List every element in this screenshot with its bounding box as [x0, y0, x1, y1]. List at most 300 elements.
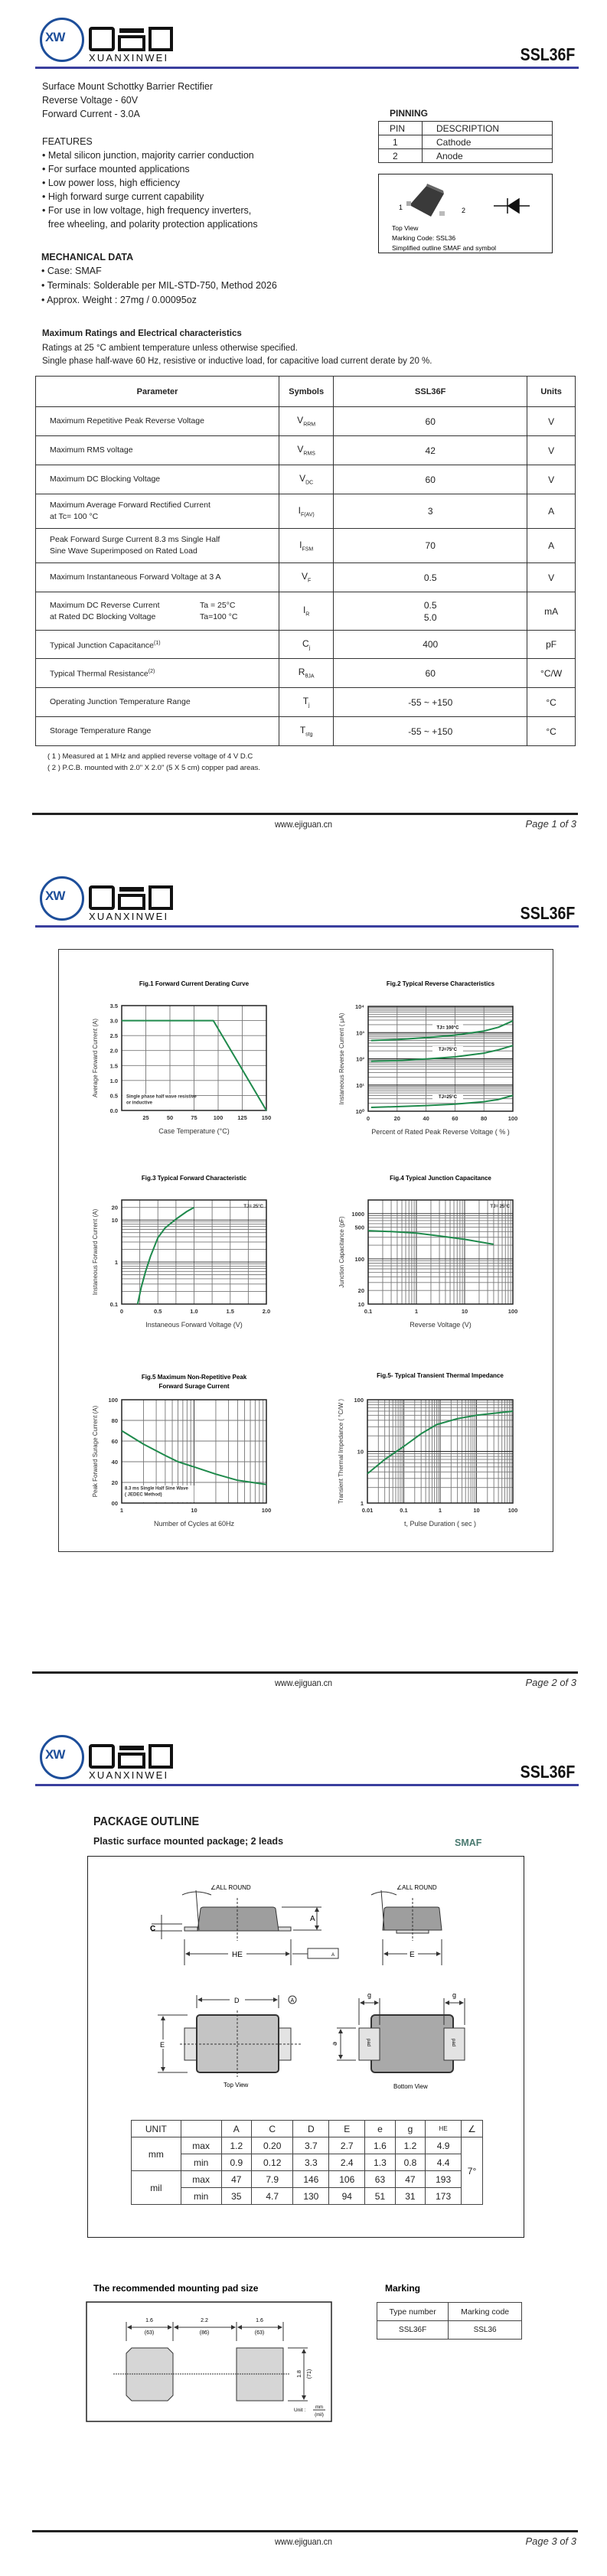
symbol: V	[302, 571, 308, 582]
dim-header-cell: HE	[426, 2121, 462, 2137]
symbol-cell	[279, 465, 334, 494]
footnote-ref: (1)	[154, 640, 161, 646]
dim-value: 1.3	[365, 2154, 395, 2171]
x-tick-label: 100	[213, 1114, 224, 1121]
y-tick-label: 10⁴	[354, 1003, 364, 1010]
parameter-text	[50, 637, 279, 652]
dim-value: 7.9	[252, 2171, 293, 2188]
x-axis-label: t, Pulse Duration ( sec )	[403, 1520, 477, 1528]
series-label: TJ=75°C	[438, 1048, 457, 1053]
ratings-title: Maximum Ratings and Electrical characteristics	[42, 329, 242, 338]
test-condition: Ta = 25°C	[200, 600, 236, 610]
bottom-view-drawing	[337, 1998, 465, 2072]
parameter-line: at Tc= 100 °C	[50, 512, 99, 521]
unit-cell: V	[527, 465, 576, 494]
symbol: R	[298, 667, 305, 678]
symbol-cell	[279, 563, 334, 592]
chart-6	[338, 1372, 517, 1528]
dim-value: 173	[426, 2188, 462, 2205]
x-axis-label: Number of Cycles at 60Hz	[153, 1520, 235, 1528]
footnote: ( 2 ) P.C.B. mounted with 2.0" X 2.0" (5 X 5 cm) copper pad areas.	[47, 764, 260, 772]
x-axis-label: Case Temperature (°C)	[158, 1127, 230, 1135]
x-tick-label: 100	[507, 1308, 518, 1315]
value-cell	[334, 494, 527, 529]
parameter-line: Sine Wave Superimposed on Rated Load	[50, 546, 197, 556]
y-tick-label: 10³	[356, 1029, 364, 1037]
ratings-header-cell: Units	[527, 377, 576, 407]
dim-value: 0.20	[252, 2137, 293, 2154]
label-C: C	[150, 1925, 156, 1933]
label-all-round: ∠ALL ROUND	[397, 1884, 437, 1891]
ratings-row	[36, 659, 576, 688]
chart-title: Fig.1 Forward Current Derating Curve	[139, 980, 250, 987]
x-tick-label: 60	[452, 1115, 459, 1122]
dim-row	[132, 2188, 483, 2205]
dim-value: 0.9	[221, 2154, 251, 2171]
x-tick-label: 2.0	[262, 1308, 271, 1315]
top-view-drawing	[158, 1995, 302, 2077]
package-and-diode-symbol	[379, 174, 552, 253]
y-axis-label: Peak Forward Surage Current (A)	[92, 1405, 99, 1498]
x-tick-label: 1.5	[226, 1308, 234, 1315]
unit-cell: V	[527, 563, 576, 592]
y-tick-label: 1.0	[109, 1077, 118, 1084]
parameter-text	[50, 511, 279, 523]
symbol-subscript: F(AV)	[300, 512, 315, 518]
value-cell	[334, 717, 527, 746]
dim-value: 63	[365, 2171, 395, 2188]
x-tick-label: 50	[166, 1114, 174, 1121]
x-tick-label: 25	[142, 1114, 149, 1121]
parameter-text	[50, 500, 279, 511]
mechanical-data-title: MECHANICAL DATA	[41, 252, 134, 262]
page-2	[0, 859, 607, 1717]
parameter-line: Maximum Repetitive Peak Reverse Voltage	[50, 416, 204, 426]
dim-row	[132, 2137, 483, 2154]
footer-url: www.ejiguan.cn	[274, 2536, 333, 2547]
x-tick-label: 125	[237, 1114, 247, 1121]
parameter-text	[50, 474, 279, 485]
symbol-subscript: R	[305, 611, 310, 618]
dim-header-cell: e	[365, 2121, 395, 2137]
value: 60	[425, 416, 436, 427]
bottom-view-label: Bottom View	[393, 2083, 428, 2090]
unit-cell: °C	[527, 717, 576, 746]
pad-dim: 1.6	[256, 2318, 263, 2323]
y-tick-label: 80	[111, 1417, 118, 1424]
footnote-ref: (2)	[148, 669, 155, 675]
ratings-row	[36, 494, 576, 529]
dim-value: 0.8	[395, 2154, 425, 2171]
dim-value: 51	[365, 2188, 395, 2205]
x-axis-label: Instaneous Forward Voltage (V)	[145, 1321, 243, 1329]
description-line: Forward Current - 3.0A	[42, 109, 140, 119]
x-tick-label: 150	[261, 1114, 272, 1121]
chart-annotation: TJ= 25°C	[243, 1205, 263, 1209]
mechanical-item	[41, 266, 102, 277]
part-number-title: SSL36F	[520, 44, 575, 64]
page-number: Page 2 of 3	[525, 1677, 576, 1688]
parameter-text	[50, 534, 279, 546]
x-tick-label: 10	[473, 1507, 480, 1514]
unit-denominator: (mil)	[315, 2413, 324, 2418]
y-tick-label: 1.5	[109, 1062, 118, 1070]
package-symbol-box	[378, 174, 553, 253]
description-line: Surface Mount Schottky Barrier Rectifier	[42, 81, 213, 92]
y-axis-label: Junction Capacitance (pF)	[338, 1216, 345, 1288]
parameter-line: Maximum Instantaneous Forward Voltage at 3 A	[50, 572, 221, 582]
dim-row	[132, 2171, 483, 2188]
parameter-line: Peak Forward Surge Current 8.3 ms Single Half	[50, 535, 220, 544]
mechanical-text: Terminals: Solderable per MIL-STD-750, Method 2026	[47, 280, 277, 291]
y-tick-label: 3.5	[109, 1003, 118, 1009]
marking-row	[377, 2321, 522, 2340]
symbol: V	[297, 415, 304, 426]
chart-2	[338, 980, 517, 1136]
parameter-line: Typical Junction Capacitance	[50, 641, 154, 651]
chart-annotation: 8.3 ms Single Half Sine Wave	[125, 1486, 188, 1492]
y-tick-label: 1000	[351, 1210, 364, 1218]
pinning-title: PINNING	[390, 108, 429, 119]
end-view-drawing	[371, 1890, 442, 1965]
label-datum: A	[290, 1998, 295, 2004]
unit-label: Unit :	[294, 2408, 306, 2413]
dim-header-cell	[181, 2121, 221, 2137]
x-tick-label: 80	[481, 1115, 488, 1122]
dim-value: 0.12	[252, 2154, 293, 2171]
parameter-text	[50, 696, 279, 708]
y-tick-label: 1	[360, 1500, 364, 1507]
parameter-line: Operating Junction Temperature Range	[50, 697, 191, 706]
symbol-subscript: F	[308, 578, 312, 584]
logo-mark-text: XW	[45, 1747, 65, 1762]
parameter-line: Typical Thermal Resistance	[50, 669, 148, 679]
dim-header-cell: ∠	[462, 2121, 483, 2137]
x-tick-label: 0.01	[361, 1507, 374, 1514]
label-g: g	[452, 1991, 457, 1999]
pad-dim: (63)	[254, 2330, 265, 2336]
top-view-label: Top View	[224, 2082, 249, 2089]
chart-title: Forward Surage Current	[158, 1383, 230, 1390]
value: 3	[427, 506, 433, 517]
parameter-text	[50, 416, 279, 427]
ratings-header-row	[36, 377, 576, 407]
features-title: FEATURES	[42, 136, 93, 147]
value-cell	[334, 592, 527, 631]
symbol: I	[298, 504, 301, 516]
chart-annotation: TJ= 25°C	[490, 1205, 510, 1209]
part-number-title: SSL36F	[520, 1762, 575, 1782]
x-tick-label: 0	[366, 1115, 370, 1122]
ratings-table	[35, 376, 576, 746]
value-cell	[334, 436, 527, 465]
value-cell	[334, 529, 527, 563]
feature-item	[42, 164, 190, 175]
symbol-cell	[279, 436, 334, 465]
value-cell	[334, 688, 527, 717]
marking-cell: SSL36F	[377, 2321, 449, 2340]
symbol: T	[302, 696, 309, 707]
parameter-line: at Rated DC Blocking Voltage	[50, 611, 156, 621]
marking-header-row	[377, 2303, 522, 2321]
x-tick-label: 100	[507, 1507, 518, 1514]
symbol: I	[302, 605, 306, 616]
dim-value: 35	[221, 2188, 251, 2205]
x-axis-label: Percent of Rated Peak Reverse Voltage ( % )	[371, 1128, 510, 1136]
dim-header-cell: D	[293, 2121, 329, 2137]
parameter-cell	[36, 688, 279, 717]
dim-header-cell: E	[329, 2121, 365, 2137]
marking-table	[377, 2302, 522, 2340]
mechanical-text: Approx. Weight : 27mg / 0.00095oz	[47, 295, 197, 305]
bullet: •	[42, 205, 48, 216]
value-cell	[334, 659, 527, 688]
y-tick-label: 20	[111, 1204, 118, 1211]
mechanical-item	[41, 280, 277, 292]
dim-value: 4.7	[252, 2188, 293, 2205]
unit-cell: V	[527, 436, 576, 465]
diode-symbol-icon	[494, 198, 530, 214]
y-tick-label: 1	[114, 1259, 118, 1267]
parameter-cell	[36, 631, 279, 659]
parameter-text	[50, 726, 279, 737]
smaf-package-icon	[406, 184, 445, 217]
y-tick-label: 20	[111, 1479, 118, 1486]
description-line: Reverse Voltage - 60V	[42, 95, 139, 106]
unit-cell: mil	[132, 2171, 181, 2205]
x-tick-label: 100	[507, 1115, 518, 1122]
x-tick-label: 1	[414, 1308, 419, 1315]
pin-row	[379, 149, 553, 163]
feature-text: Low power loss, high efficiency	[47, 178, 180, 188]
parameter-line: Storage Temperature Range	[50, 726, 152, 735]
dim-value: 4.9	[426, 2137, 462, 2154]
y-axis-label: Instaneous Forward Current (A)	[92, 1208, 99, 1296]
parameter-text	[50, 572, 279, 583]
symbol-cell	[279, 529, 334, 563]
pin-row	[379, 135, 553, 149]
dim-header-row	[132, 2121, 483, 2137]
symbol-cell	[279, 688, 334, 717]
dimension-table	[131, 2120, 483, 2205]
logo-pinyin: XUANXINWEI	[89, 52, 169, 64]
symbol-cell	[279, 631, 334, 659]
dim-value: 2.4	[329, 2154, 365, 2171]
feature-item	[42, 219, 258, 230]
parameter-line: Maximum DC Blocking Voltage	[50, 474, 161, 484]
dim-value: 94	[329, 2188, 365, 2205]
package-outline-title: PACKAGE OUTLINE	[93, 1815, 200, 1828]
unit-numerator: mm	[315, 2405, 323, 2410]
caption-marking-code: Marking Code: SSL36	[392, 234, 456, 242]
bullet: •	[41, 280, 47, 291]
marking-header-cell: Marking code	[449, 2303, 522, 2321]
feature-text: free wheeling, and polarity protection applications	[47, 219, 258, 230]
ratings-row	[36, 592, 576, 631]
dim-header-cell: A	[221, 2121, 251, 2137]
symbol-subscript: RMS	[303, 451, 315, 457]
y-tick-label: 100	[108, 1397, 118, 1404]
ratings-condition: Single phase half-wave 60 Hz, resistive or inductive load, for capacitive load current derate by 20 %.	[42, 357, 432, 366]
label-E: E	[410, 1951, 415, 1959]
value: 400	[423, 639, 439, 650]
unit-cell: mA	[527, 592, 576, 631]
label-E: E	[160, 2041, 165, 2049]
characteristic-charts	[0, 859, 607, 1717]
y-tick-label: 100	[354, 1397, 364, 1404]
symbol-cell	[279, 494, 334, 529]
ratings-header-cell: Symbols	[279, 377, 334, 407]
chart-title: Fig.5 Maximum Non-Repetitive Peak	[141, 1374, 247, 1381]
label-D: D	[234, 1997, 240, 2004]
feature-item	[42, 191, 204, 203]
chart-title: Fig.5- Typical Transient Thermal Impedance	[377, 1372, 504, 1379]
parameter-line: Maximum DC Reverse Current	[50, 600, 160, 610]
chart-annotation: ( JEDEC Method)	[125, 1492, 162, 1498]
unit-cell: A	[527, 494, 576, 529]
page-1	[0, 0, 607, 859]
unit-cell: A	[527, 529, 576, 563]
page-number: Page 3 of 3	[525, 2535, 576, 2547]
pad-dim: (86)	[199, 2330, 210, 2336]
value: 60	[425, 667, 436, 679]
ratings-row	[36, 563, 576, 592]
y-axis-label: Instaneous Reverse Current ( μA)	[338, 1012, 345, 1105]
marking-title: Marking	[385, 2283, 421, 2294]
x-tick-label: 0	[119, 1308, 124, 1315]
label-g: g	[367, 1991, 372, 1999]
pin-2-label: 2	[462, 207, 466, 214]
feature-text: For use in low voltage, high frequency inverters,	[47, 205, 252, 216]
symbol-subscript: stg	[305, 732, 313, 738]
y-tick-label: 0.5	[109, 1092, 118, 1100]
dim-value: 1.2	[221, 2137, 251, 2154]
dim-value: 47	[221, 2171, 251, 2188]
limit-cell: max	[181, 2137, 221, 2154]
value: -55 ~ +150	[408, 696, 453, 708]
feature-text: High forward surge current capability	[47, 191, 204, 202]
parameter-line: Maximum Average Forward Rectified Current	[50, 501, 210, 510]
value: 0.5	[423, 599, 437, 611]
feature-item	[42, 205, 251, 217]
unit-cell: mm	[132, 2137, 181, 2171]
ratings-row	[36, 529, 576, 563]
feature-text: For surface mounted applications	[47, 164, 190, 174]
feature-text: Metal silicon junction, majority carrier conduction	[47, 150, 254, 161]
mounting-pad-frame	[86, 2302, 331, 2421]
package-name: SMAF	[455, 1837, 482, 1848]
label-pad: pad	[366, 2039, 370, 2047]
series-label: TJ= 100°C	[436, 1026, 459, 1031]
symbol: V	[299, 473, 306, 484]
x-tick-label: 1.0	[190, 1308, 198, 1315]
unit-cell: °C/W	[527, 659, 576, 688]
logo-mark-text: XW	[45, 889, 65, 903]
y-tick-label: 10¹	[356, 1081, 364, 1089]
y-tick-label: 2.0	[109, 1047, 118, 1055]
bullet: •	[41, 266, 47, 276]
pad-height: (71)	[307, 2369, 312, 2379]
dim-header-cell: C	[252, 2121, 293, 2137]
part-number-title: SSL36F	[520, 903, 575, 923]
x-tick-label: 100	[261, 1507, 272, 1514]
x-tick-label: 75	[191, 1114, 197, 1121]
label-pad: pad	[451, 2039, 455, 2047]
ratings-condition: Ratings at 25 °C ambient temperature unless otherwise specified.	[42, 344, 298, 353]
side-view-drawing	[152, 1890, 338, 1965]
chart-3	[92, 1175, 270, 1329]
y-tick-label: 3.0	[109, 1017, 118, 1025]
parameter-cell	[36, 494, 279, 529]
parameter-cell	[36, 465, 279, 494]
pin-header-cell: DESCRIPTION	[423, 122, 553, 135]
dim-value: 2.7	[329, 2137, 365, 2154]
bullet: •	[42, 178, 48, 188]
value: 42	[425, 445, 436, 456]
x-tick-label: 10	[191, 1507, 197, 1514]
dim-header-cell: g	[395, 2121, 425, 2137]
symbol-cell	[279, 407, 334, 436]
pin-header-row	[379, 122, 553, 135]
pin-header-cell: PIN	[379, 122, 423, 135]
dim-value: 130	[293, 2188, 329, 2205]
bullet: •	[42, 150, 48, 161]
ratings-row	[36, 436, 576, 465]
header-divider	[35, 67, 579, 69]
ratings-row	[36, 465, 576, 494]
bullet: •	[42, 164, 48, 174]
dim-value: 4.4	[426, 2154, 462, 2171]
value: 0.5	[423, 572, 437, 583]
unit-cell: pF	[527, 631, 576, 659]
parameter-text	[50, 445, 279, 456]
dim-value: 193	[426, 2171, 462, 2188]
parameter-cell	[36, 436, 279, 465]
value: 5.0	[423, 611, 437, 623]
y-tick-label: 20	[357, 1287, 364, 1295]
dim-row	[132, 2154, 483, 2171]
pin-1-label: 1	[399, 204, 403, 211]
symbol-subscript: DC	[305, 480, 314, 486]
pad-dim: (63)	[144, 2330, 155, 2336]
value: 70	[425, 540, 436, 551]
parameter-text	[50, 666, 279, 680]
footer-url: www.ejiguan.cn	[274, 1678, 333, 1688]
ratings-header-cell: Parameter	[36, 377, 279, 407]
symbol-subscript: j	[308, 703, 310, 709]
label-HE: HE	[232, 1951, 243, 1959]
ratings-row	[36, 631, 576, 659]
mounting-pad-title: The recommended mounting pad size	[93, 2283, 259, 2294]
ratings-row	[36, 688, 576, 717]
x-axis-label: Reverse Voltage (V)	[410, 1321, 472, 1329]
marking-cell: SSL36	[449, 2321, 522, 2340]
label-A: A	[310, 1915, 315, 1923]
logo-mark	[40, 18, 84, 62]
chart-title: Fig.2 Typical Reverse Characteristics	[386, 980, 495, 987]
logo-mark-text: XW	[45, 30, 65, 44]
mechanical-text: Case: SMAF	[47, 266, 102, 276]
x-tick-label: 1	[119, 1507, 124, 1514]
y-tick-label: 40	[111, 1459, 118, 1466]
chart-title: Fig.4 Typical Junction Capacitance	[390, 1175, 491, 1182]
footer-url: www.ejiguan.cn	[274, 819, 333, 830]
parameter-cell	[36, 563, 279, 592]
footer-divider	[32, 2530, 578, 2532]
x-tick-label: 0.1	[400, 1507, 408, 1514]
bullet: •	[41, 295, 47, 305]
dim-value: 1.6	[365, 2137, 395, 2154]
